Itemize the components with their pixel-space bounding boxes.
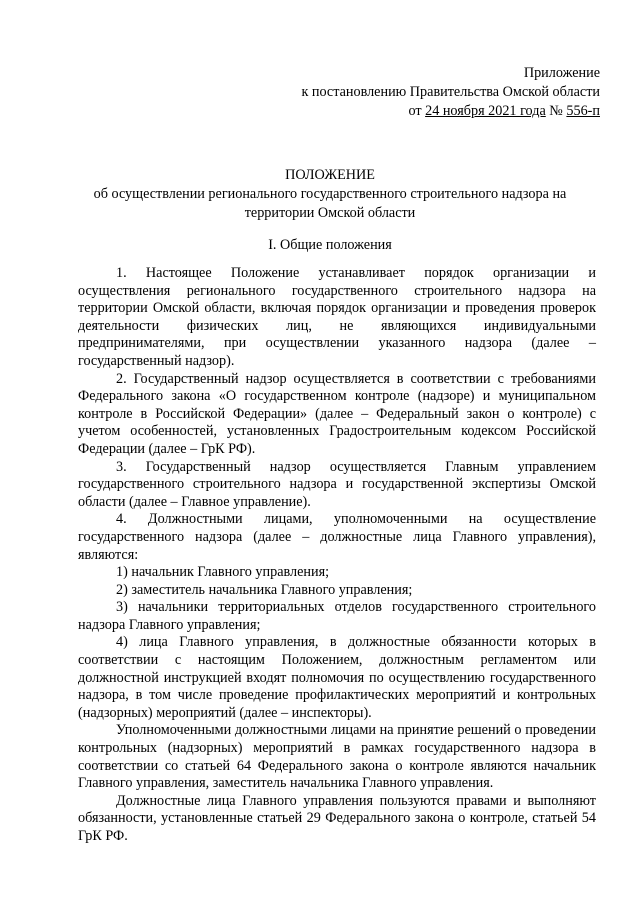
document-title-block: [60, 166, 600, 223]
paragraph-3: 3. Государственный надзор осуществляется Главным управлением государственного строительного надзора и государственной экспертизы Омской области (далее – Главное управление).: [78, 458, 596, 510]
list-item-3: 3) начальники территориальных отделов государственного строительного надзора Главного управления;: [78, 599, 596, 633]
appendix-date: 24 ноября 2021 года: [425, 103, 546, 119]
appendix-number-sign: №: [545, 103, 567, 119]
list-item-2: 2) заместитель начальника Главного управления;: [116, 581, 413, 598]
paragraph-authorized-officials: Уполномоченными должностными лицами на принятие решений о проведении контрольных (надзорных) мероприятий в рамках государственного надзора в соответствии со статьей 64 Федерального закона о контроле являются начальник Главного управления, заместитель начальника Главного управления.: [78, 722, 596, 792]
section-heading: I. Общие положения: [268, 237, 392, 253]
document-subtitle-line-2: территории Омской области: [244, 205, 416, 221]
document-body: [78, 265, 596, 846]
appendix-header: [301, 64, 600, 121]
appendix-date-prefix: от: [408, 103, 426, 119]
paragraph-1: 1. Настоящее Положение устанавливает порядок организации и осуществления регионального государственного строительного надзора на территории Омской области, включая порядок организации и проведения проверок деятельности физических лиц, не являющихся индивидуальными предпринимателями, при осуществлении указанного надзора (далее – государственный надзор).: [78, 265, 596, 369]
appendix-number: 556-п: [566, 103, 600, 119]
appendix-title: Приложение: [523, 65, 600, 81]
paragraph-rights-duties: Должностные лица Главного управления пользуются правами и выполняют обязанности, установленные статьей 29 Федерального закона о контроле, статьей 54 ГрК РФ.: [78, 792, 596, 844]
paragraph-2: 2. Государственный надзор осуществляется в соответствии с требованиями Федерального закона «О государственном контроле (надзоре) и муниципальном контроле в Российской Федерации» (далее – Федеральный закон о контроле) с учетом особенностей, установленных Градостроительным кодексом Российской Федерации (далее – ГрК РФ).: [78, 370, 596, 457]
appendix-date-line: [301, 102, 600, 121]
appendix-reference: к постановлению Правительства Омской области: [301, 84, 600, 100]
list-item-1: 1) начальник Главного управления;: [116, 564, 330, 581]
document-title: ПОЛОЖЕНИЕ: [285, 167, 375, 183]
list-item-4: 4) лица Главного управления, в должностные обязанности которых в соответствии с настоящим Положением, должностным регламентом или должностной инструкцией входят полномочия по осуществлению государственного надзора, в том числе проведение профилактических мероприятий и контрольных (надзорных) мероприятий (далее – инспекторы).: [78, 634, 596, 721]
paragraph-4: 4. Должностными лицами, уполномоченными на осуществление государственного надзора (далее – должностные лица Главного управления), являются:: [78, 511, 596, 563]
document-subtitle-line-1: об осуществлении регионального государственного строительного надзора на: [93, 186, 567, 202]
